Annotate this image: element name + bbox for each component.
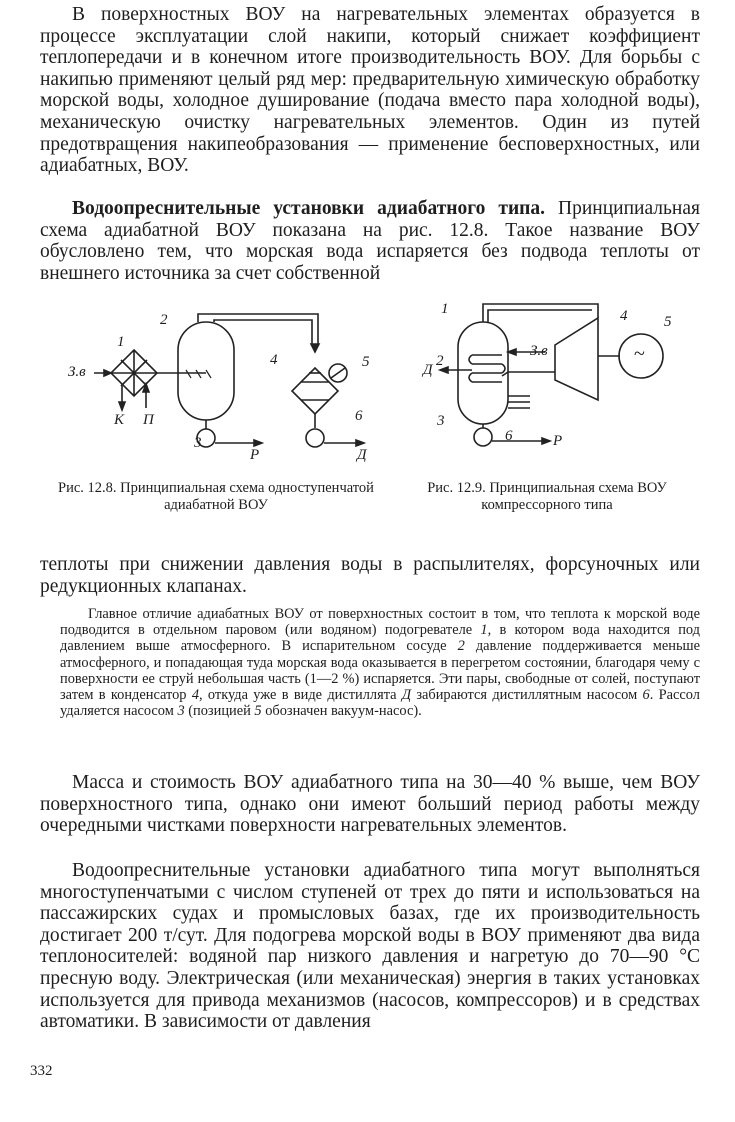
arrow-icon [254, 440, 262, 446]
paragraph-surface-scale: В поверхностных ВОУ на нагревательных элементах образуется в процессе эксплуатации слой накипи, который снижает коэффициент теплопередачи и в конечном итоге производительность ВОУ. Для борьбы с накипью применяют целый ряд мер: предварительную химическую обработку морской воды, холодное душирование (подача вместо пара холодной воды), механическую очистку нагревательных элементов. Один из путей предотвращения накипеобразования — применение бесповерхностных, или адиабатных, ВОУ. [40, 4, 700, 177]
label-r: Р [250, 447, 260, 463]
arrow-icon [508, 349, 516, 355]
heating-coil-2 [469, 355, 505, 382]
label-6: 6 [505, 428, 513, 444]
label-4: 4 [620, 308, 628, 324]
label-2: 2 [160, 312, 168, 328]
figure-12-8-caption: Рис. 12.8. Принципиальная схема одноступенчатой адиабатной ВОУ [58, 480, 374, 513]
sine-icon: ~ [634, 343, 645, 365]
heater-1 [111, 350, 157, 396]
label-6: 6 [355, 408, 363, 424]
label-d: Д [423, 362, 433, 378]
label-2: 2 [436, 353, 444, 369]
figure-12-8-diagram [0, 0, 735, 540]
vapour-pipe [483, 304, 598, 322]
label-d: Д [357, 447, 367, 463]
arrow-icon [119, 402, 125, 410]
paragraph-mass-cost: Масса и стоимость ВОУ адиабатного типа на 30—40 % выше, чем ВОУ поверхностного типа, однако они имеют больший период работы между очередными чистками поверхности нагревательных элементов. [40, 772, 700, 837]
label-5: 5 [664, 314, 672, 330]
paragraph-adiabatic-text: Принципиальная схема адиабатной ВОУ показана на рис. 12.8. Такое название ВОУ обусловлено тем, что морская вода испаряется без подвода теплоты от внешнего источника за счет собственной [40, 198, 700, 284]
compressor-4 [555, 318, 598, 400]
arrow-icon [356, 440, 364, 446]
label-3: 3 [194, 435, 202, 451]
label-3: 3 [437, 413, 445, 429]
label-sea-water: З.в [68, 364, 86, 380]
label-4: 4 [270, 352, 278, 368]
label-5: 5 [362, 354, 370, 370]
label-k: К [114, 412, 124, 428]
paragraph-multistage: Водоопреснительные установки адиабатного типа могут выполняться многоступенчатыми с числом ступеней от трех до пяти и использоваться на пассажирских судах и промысловых базах, где их производительность достигает 200 т/сут. Для подогрева морской воды в ВОУ применяют два вида теплоносителей: водяной пар низкого давления и нагретую до 70—90 °С пресную воду. Электрическая (или механическая) энергия в таких установках используется для привода механизмов (насосов, компрессоров) и в средствах автоматики. В зависимости от давления [40, 860, 700, 1033]
paragraph-small-print: Главное отличие адиабатных ВОУ от поверхностных состоит в том, что теплота к морской воде подводится в отдельном паровом (или водяном) подогревателе 1, в котором вода находится под давлением выше атмосферного. В испарительном сосуде 2 давление поддерживается меньше атмосферного, и попадающая туда морская вода оказывается в перегретом состоянии, благодаря чему с поверхности ее струй небольшая часть (1—2 %) испаряется. Эти пары, свободные от солей, поступают затем в конденсатор 4, откуда уже в виде дистиллята Д забираются дистиллятным насосом 6. Рассол удаляется насосом 3 (позицией 5 обозначен вакуум-насос). [60, 606, 701, 720]
vapour-pipe [198, 314, 318, 345]
label-1: 1 [441, 301, 449, 317]
figure-12-9-diagram [440, 304, 663, 446]
label-p: П [143, 412, 154, 428]
condenser-4 [292, 368, 338, 414]
label-1: 1 [117, 334, 125, 350]
label-sea-water: З.в [530, 343, 548, 359]
paragraph-continuation: теплоты при снижении давления воды в распылителях, форсуночных или редукционных клапанах. [40, 554, 700, 597]
distillate-pump-6 [306, 429, 324, 447]
section-heading: Водоопреснительные установки адиабатного типа. [72, 198, 546, 219]
page-number: 332 [30, 1063, 53, 1079]
figure-12-9-caption: Рис. 12.9. Принципиальная схема ВОУ компрессорного типа [427, 480, 667, 513]
arrow-icon [542, 438, 550, 444]
arrow-icon [311, 344, 319, 352]
label-r: Р [553, 433, 563, 449]
pump-6 [474, 428, 492, 446]
arrow-icon [104, 370, 111, 376]
